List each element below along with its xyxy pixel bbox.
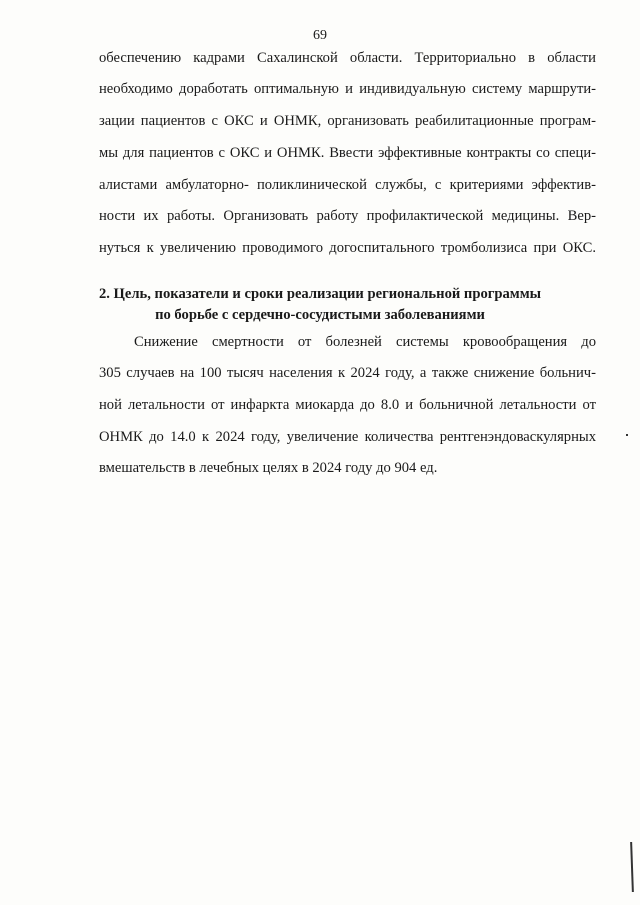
paragraph-line: необходимо доработать оптимальную и индивидуальную систему маршрути- xyxy=(99,81,596,97)
paragraph-line: алистами амбулаторно- поликлинической службы, с критериями эффектив- xyxy=(99,177,596,193)
paragraph-line: вмешательств в лечебных целях в 2024 году до 904 ед. xyxy=(99,460,438,476)
paragraph-line: ности их работы. Организовать работу профилактической медицины. Вер- xyxy=(99,208,596,224)
paragraph-line: обеспечению кадрами Сахалинской области. Территориально в области xyxy=(99,50,596,66)
scan-line xyxy=(630,842,633,892)
paragraph-line: зации пациентов с ОКС и ОНМК, организовать реабилитационные програм- xyxy=(99,113,596,129)
page-number: 69 xyxy=(313,28,327,43)
paragraph-line: ОНМК до 14.0 к 2024 году, увеличение количества рентгенэндоваскулярных xyxy=(99,429,596,445)
section-heading-line: по борьбе с сердечно-сосудистыми заболеваниями xyxy=(155,307,485,323)
paragraph-line: ной летальности от инфаркта миокарда до 8.0 и больничной летальности от xyxy=(99,397,596,413)
section-heading-line: 2. Цель, показатели и сроки реализации региональной программы xyxy=(98,286,542,302)
paragraph-line: 305 случаев на 100 тысяч населения к 2024 году, а также снижение больнич- xyxy=(99,365,596,381)
paragraph-line: мы для пациентов с ОКС и ОНМК. Ввести эффективные контракты со специ- xyxy=(99,145,596,161)
scan-dot xyxy=(626,434,628,436)
paragraph-line: Снижение смертности от болезней системы кровообращения до xyxy=(134,334,596,350)
paragraph-line: нуться к увеличению проводимого догоспитального тромболизиса при ОКС. xyxy=(99,240,596,256)
